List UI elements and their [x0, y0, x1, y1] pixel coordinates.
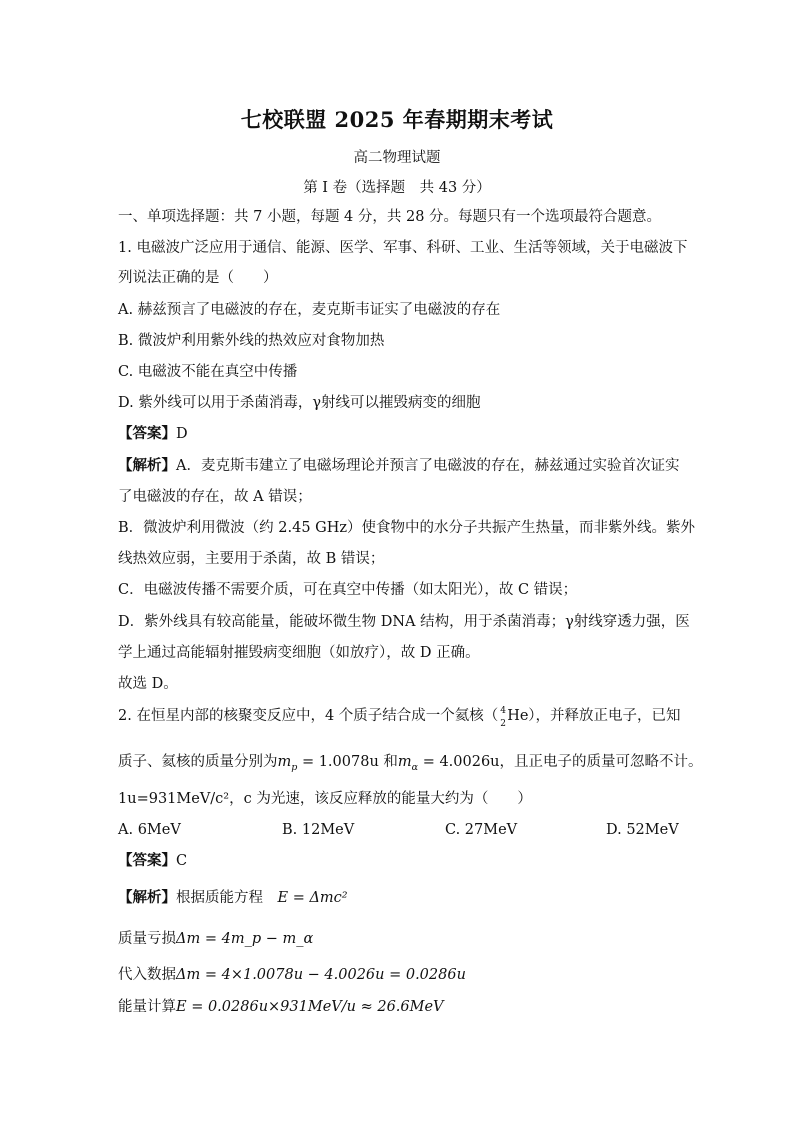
q2-substitute	[118, 965, 466, 985]
helium-nuclide	[498, 706, 529, 729]
answer-tag: 【答案】	[118, 852, 176, 869]
q2-stem-text: 和	[383, 754, 398, 770]
helium-symbol: He	[507, 708, 529, 724]
formula-energy: E = Δmc²	[277, 890, 348, 906]
q1-option-c: C. 电磁波不能在真空中传播	[118, 364, 298, 380]
q2-stem-text: 质子、氦核的质量分别为	[118, 754, 278, 770]
q1-analysis-line6: D．紫外线具有较高能量，能破坏微生物 DNA 结构，用于杀菌消毒；γ射线穿透力强，医	[118, 614, 690, 630]
symbol-mp: $m_p$	[277, 754, 298, 773]
q2-stem-line1	[118, 706, 681, 729]
mp-value: = 1.0078u	[301, 754, 379, 770]
answer-tag: 【答案】	[118, 425, 176, 442]
q1-analysis-line1	[118, 456, 679, 476]
q2-option-d: D. 52MeV	[606, 822, 679, 838]
analysis-text: 根据质能方程	[176, 890, 263, 906]
q2-mass-defect	[118, 929, 313, 949]
analysis-tag: 【解析】	[118, 889, 176, 906]
section-heading: 第 I 卷（选择题 共 43 分）	[303, 180, 491, 196]
q2-energy-calc	[118, 997, 444, 1017]
energy-formula: E = 0.0286u×931MeV/u ≈ 26.6MeV	[176, 999, 444, 1015]
substitute-label: 代入数据	[118, 967, 176, 983]
q2-option-a: A. 6MeV	[118, 822, 181, 838]
q1-conclusion: 故选 D。	[118, 676, 178, 692]
mass-defect-label: 质量亏损	[118, 931, 176, 947]
symbol-malpha: $m_\alpha$	[397, 754, 419, 773]
q2-stem-text: 2. 在恒星内部的核聚变反应中，4 个质子结合成一个氦核（	[118, 708, 499, 724]
substitute-formula: Δm = 4×1.0078u − 4.0026u = 0.0286u	[176, 967, 466, 983]
q1-stem-line2: 列说法正确的是（ ）	[118, 270, 278, 286]
malpha-value: = 4.0026u	[422, 754, 500, 770]
q1-answer: D	[176, 426, 188, 442]
q1-analysis-line2: 了电磁波的存在，故 A 错误；	[118, 489, 312, 505]
q1-analysis-line4: 线热效应弱，主要用于杀菌，故 B 错误；	[118, 551, 385, 567]
q1-option-a: A. 赫兹预言了电磁波的存在，麦克斯韦证实了电磁波的存在	[118, 302, 501, 318]
energy-label: 能量计算	[118, 999, 176, 1015]
mass-defect-formula: Δm = 4m_p − m_α	[176, 931, 314, 947]
q1-stem-line1: 1. 电磁波广泛应用于通信、能源、医学、军事、科研、工业、生活等领域，关于电磁波下	[118, 240, 688, 256]
q2-stem-text: ），并释放正电子，已知	[528, 708, 681, 724]
q2-analysis-line1	[118, 888, 348, 908]
q1-option-b: B. 微波炉利用紫外线的热效应对食物加热	[118, 333, 385, 349]
q2-option-c: C. 27MeV	[445, 822, 518, 838]
analysis-text: A．麦克斯韦建立了电磁场理论并预言了电磁波的存在，赫兹通过实验首次证实	[176, 458, 680, 474]
q2-option-b: B. 12MeV	[282, 822, 355, 838]
analysis-tag: 【解析】	[118, 457, 176, 474]
page-subtitle: 高二物理试题	[353, 150, 441, 166]
q1-analysis-line3: B．微波炉利用微波（约 2.45 GHz）使食物中的水分子共振产生热量，而非紫外线。紫外	[118, 520, 696, 536]
q1-analysis-line7: 学上通过高能辐射摧毁病变细胞（如放疗），故 D 正确。	[118, 645, 480, 661]
page-title: 七校联盟 2025 年春期期末考试	[240, 107, 554, 132]
helium-atomic-number: 2	[500, 719, 507, 729]
helium-mass-number: 4	[500, 706, 507, 716]
q2-stem-line3: 1u=931MeV/c²，c 为光速，该反应释放的能量大约为（ ）	[118, 791, 532, 807]
instructions: 一、单项选择题：共 7 小题，每题 4 分，共 28 分。每题只有一个选项最符合题意。	[118, 209, 662, 225]
q2-answer-line	[118, 851, 187, 871]
q2-answer: C	[176, 853, 188, 869]
q1-answer-line	[118, 424, 188, 444]
q1-option-d: D. 紫外线可以用于杀菌消毒，γ射线可以摧毁病变的细胞	[118, 395, 481, 411]
q2-stem-text: ，且正电子的质量可忽略不计。	[499, 754, 703, 770]
q1-analysis-line5: C．电磁波传播不需要介质，可在真空中传播（如太阳光），故 C 错误；	[118, 582, 578, 598]
q2-stem-line2	[118, 752, 703, 778]
